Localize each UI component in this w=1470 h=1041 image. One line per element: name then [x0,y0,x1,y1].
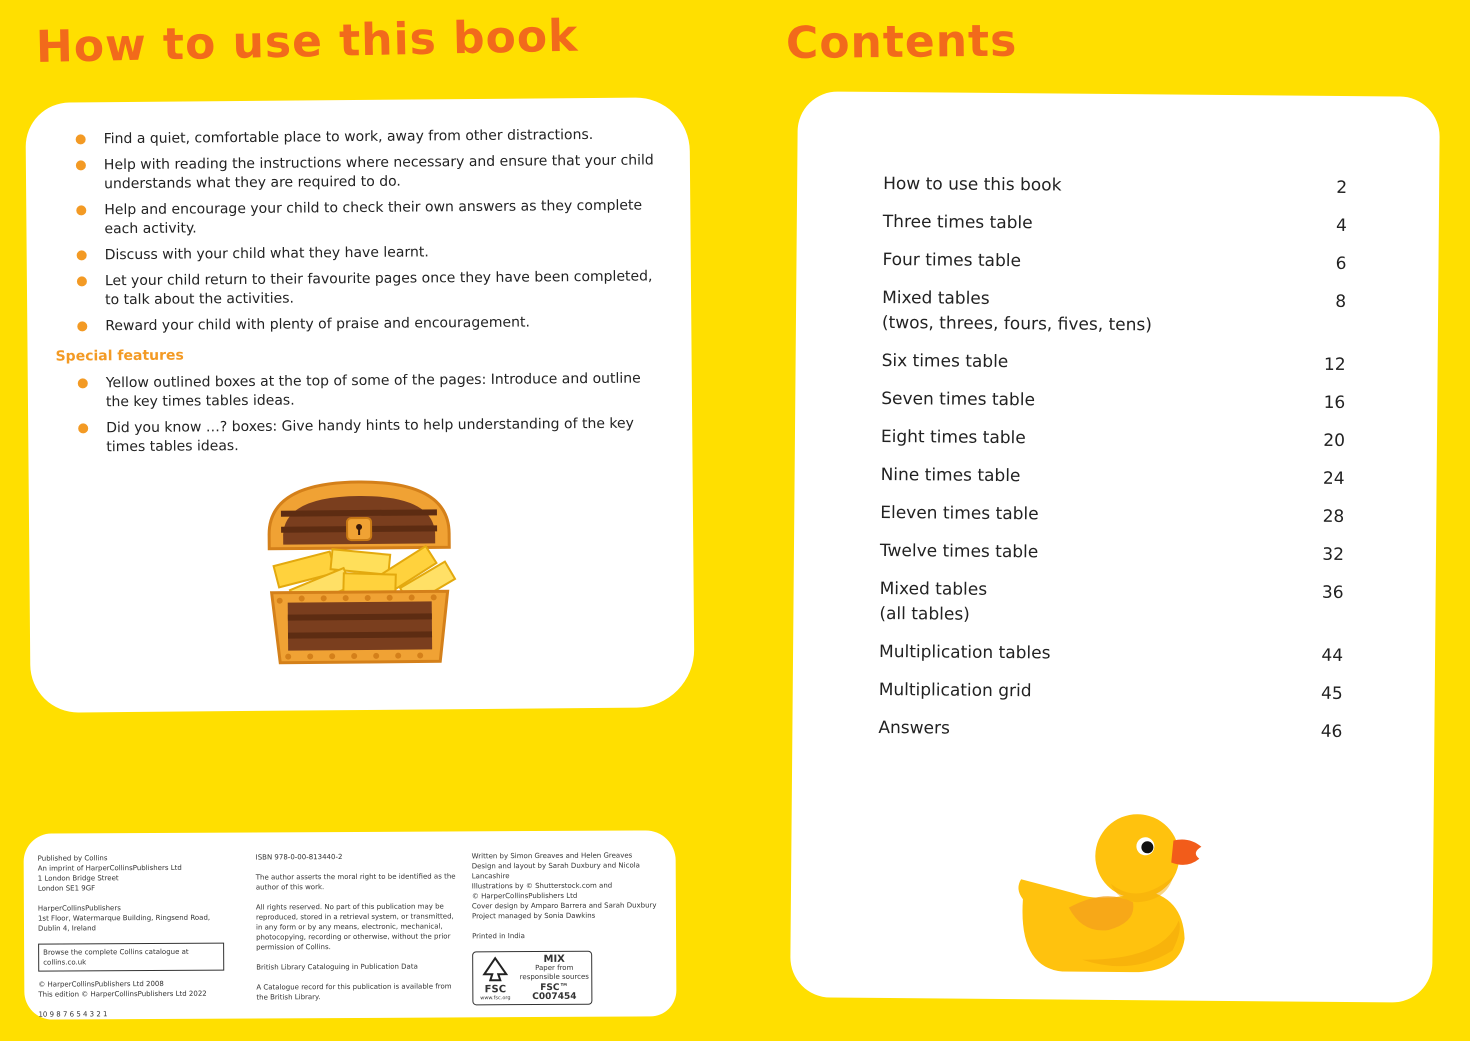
toc-entry[interactable] [880,501,1344,530]
imprint-card [24,830,677,1019]
imprint-publisher-column [38,853,239,1030]
imprint-line: HarperCollinsPublishers [37,904,121,913]
toc-page-number: 28 [1322,506,1345,527]
toc-entry[interactable] [879,640,1343,669]
instruction-text: Help with reading the instructions where necessary and ensure that your child understands what they are required to do. [103,152,654,193]
fsc-tree-icon-graphic [480,956,510,982]
copyright-notice [38,979,238,1000]
toc-page-number: 8 [1335,291,1347,313]
contents-title: Contents [785,15,1018,69]
toc-entry-title: Nine times table [880,464,1021,487]
special-features-list [78,369,669,464]
toc-entry[interactable] [878,716,1342,745]
toc-entry[interactable] [882,349,1346,378]
imprint-line: This edition © HarperCollinsPublishers Ltd 2022 [38,989,207,999]
how-to-card [25,97,694,713]
fsc-paper: Paper from responsible sources [519,963,589,981]
credits [472,850,668,921]
toc-page-number: 24 [1322,468,1345,490]
toc-entry[interactable] [882,286,1346,340]
toc-entry[interactable] [883,210,1347,239]
list-item [77,241,667,265]
printed-in: Printed in India [472,932,525,941]
bullet-icon [76,134,86,144]
imprint-rights-column [256,851,462,1012]
toc-entry-title: Twelve times table [879,540,1039,563]
moral-right-notice: The author asserts the moral right to be identified as the author of this work. [255,872,456,892]
publisher-address [38,853,238,894]
toc-page-number: 46 [1320,721,1343,742]
toc-entry-subtitle: (all tables) [879,603,970,625]
imprint-line: Published by Collins [37,854,108,863]
fsc-tree-icon [473,956,517,1001]
print-line: 10 9 8 7 6 5 4 3 2 1 [38,1010,108,1019]
imprint-line: Illustrations by © Shutterstock.com and [471,881,613,891]
bullet-icon [78,378,88,388]
fsc-mark-text: FSC [484,983,507,995]
cip-text: A Catalogue record for this publication is available from the British Library. [256,982,452,1002]
toc-page-number: 12 [1323,354,1346,376]
toc-entry-title: Eight times table [880,426,1026,449]
fsc-url: www.fsc.org [480,994,511,1001]
toc-entry-title: Eleven times table [880,502,1039,525]
bullet-icon [77,276,87,286]
special-features-heading: Special features [55,347,184,365]
list-item [76,125,666,149]
fsc-logo [472,951,592,1006]
bullet-icon [77,250,87,260]
treasure-chest-illustration [261,473,459,671]
toc-page-number: 2 [1336,177,1348,199]
toc-entry-title: Seven times table [881,388,1036,411]
toc-entry[interactable] [881,463,1345,492]
imprint-line: Cover design by Amparo Barrera and Sarah Duxbury [471,901,657,911]
fsc-mix: MIX [543,953,565,965]
toc-entry-title: Six times table [881,350,1009,373]
bullet-icon [78,423,88,433]
catalogue-link[interactable]: Browse the complete Collins catalogue at collins.co.uk [38,943,224,972]
list-item [77,312,667,336]
toc-page-number: 6 [1335,253,1347,275]
instruction-text: Find a quiet, comfortable place to work, away from other distractions. [103,126,594,148]
toc-entry[interactable] [880,539,1344,568]
instructions-list [76,125,668,343]
toc-entry[interactable] [882,248,1346,277]
contents-card [790,91,1440,1003]
fsc-label [517,954,591,1001]
toc-entry-title: How to use this book [883,173,1062,196]
instruction-text: Help and encourage your child to check their own answers as they complete each activity. [104,197,643,238]
toc-entry[interactable] [881,425,1345,454]
instruction-text: Let your child return to their favourite pages once they have been completed, to talk about the activities. [104,268,653,309]
toc-page-number: 44 [1321,645,1344,666]
toc-entry[interactable] [879,678,1343,707]
rubber-duck-illustration [1012,809,1213,981]
toc-entry-subtitle: (twos, threes, fours, fives, tens) [881,312,1153,336]
toc-page-number: 20 [1323,430,1346,452]
toc-entry-title: Multiplication tables [878,641,1051,664]
imprint-line: Design and layout by Sarah Duxbury and Nicola Lancashire [471,861,640,881]
cip-heading: British Library Cataloguing in Publication Data [256,962,418,972]
list-item [77,267,667,310]
toc-entry[interactable] [881,387,1345,416]
bullet-icon [76,205,86,215]
feature-text: Yellow outlined boxes at the top of some of the pages: Introduce and outline the key times tables ideas. [105,370,641,411]
toc-page-number: 45 [1320,683,1343,704]
list-item [76,196,666,239]
fsc-code: FSC™ C007454 [532,982,577,1002]
imprint-line: 1st Floor, Watermarque Building, Ringsend Road, [37,913,211,923]
imprint-line: © HarperCollinsPublishers Ltd [471,891,578,901]
toc-entry-title: Multiplication grid [878,679,1032,702]
bullet-icon [76,160,86,170]
toc-entry[interactable] [883,172,1347,201]
imprint-line: London SE1 9GF [37,884,96,893]
table-of-contents [878,172,1347,758]
rights-notice: All rights reserved. No part of this publication may be reproduced, stored in a retrieval system, or transmitted, in any form or by any means, electronic, mechanical, photocopying, recording or otherwise, without the prior permission of Collins. [255,902,454,952]
toc-entry-title: Mixed tables [882,287,990,309]
imprint-credits-column [472,850,669,1005]
list-item [76,151,666,194]
list-item [78,369,668,412]
toc-entry-title: Mixed tables [879,578,988,600]
toc-page-number: 16 [1323,392,1346,414]
instruction-text: Reward your child with plenty of praise and encouragement. [105,314,530,335]
toc-entry-title: Four times table [882,249,1022,272]
isbn: ISBN 978-0-00-813440-2 [255,853,343,862]
imprint-line: 1 London Bridge Street [37,874,119,883]
ireland-address [38,903,238,934]
toc-entry-title: Answers [878,717,950,739]
toc-entry-title: Three times table [882,211,1033,234]
toc-page-number: 36 [1321,582,1344,603]
feature-text: Did you know …? boxes: Give handy hints to help understanding of the key times tables ideas. [106,415,634,456]
imprint-line: An imprint of HarperCollinsPublishers Ltd [37,863,182,873]
how-to-title: How to use this book [35,10,579,73]
list-item [78,414,668,457]
instruction-text: Discuss with your child what they have learnt. [104,244,429,264]
toc-page-number: 32 [1322,544,1345,565]
bullet-icon [77,321,87,331]
imprint-line: Project managed by Sonia Dawkins [471,911,596,921]
imprint-line: Dublin 4, Ireland [37,924,96,933]
toc-page-number: 4 [1335,215,1347,237]
imprint-line: © HarperCollinsPublishers Ltd 2008 [38,979,164,989]
toc-entry[interactable] [879,577,1343,631]
imprint-line: Written by Simon Greaves and Helen Greaves [471,851,633,861]
